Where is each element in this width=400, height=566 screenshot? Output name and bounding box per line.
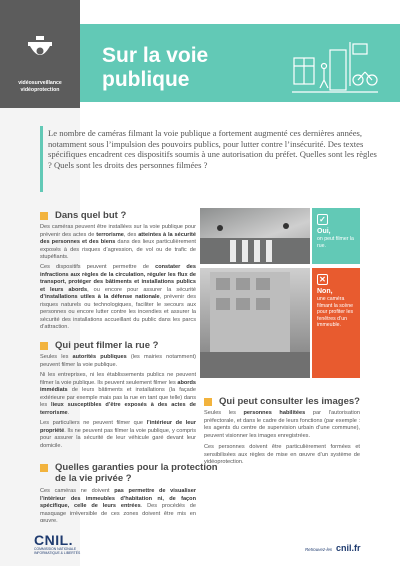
cnil-logo: CNIL. [34, 532, 74, 548]
cnil-logo-subtitle: COMMISSION NATIONALE INFORMATIQUE & LIBERTÉS [34, 547, 81, 555]
section-heading-who-films: Qui peut filmer la rue ? [40, 340, 158, 351]
who-films-paragraph-1: Seules les autorités publiques (les mairies notamment) peuvent filmer la voie publique. [40, 354, 196, 368]
page-title: Sur la voie publique [102, 44, 209, 91]
bullet-square-icon [204, 398, 212, 406]
sidebar-header [0, 0, 80, 108]
bullet-square-icon [40, 464, 48, 472]
who-views-paragraph-2: Ces personnes doivent être particulièrement formées et sensibilisées aux règles de mise en œuvre d’un système de vidéoprotection. [204, 444, 360, 465]
cross-icon: ✕ [317, 274, 328, 285]
no-panel: ✕ Non, une caméra filmant la scène pour profiter les fenêtres d’un immeuble. [312, 268, 360, 378]
sidebar-label: vidéosurveillance vidéoprotection [18, 80, 62, 93]
privacy-paragraph: Ces caméras ne doivent pas permettre de visualiser l’intérieur des immeubles d’habitation ni, de façon spécifique, celle de leurs entrées. Des procédés de masquage irréversible de ces zones doivent être mis en œuvre. [40, 488, 196, 524]
section-heading-who-views: Qui peut consulter les images? [204, 396, 360, 407]
street-scene-icon [290, 38, 380, 98]
purpose-paragraph-2: Ces dispositifs peuvent permettre de constater des infractions aux règles de la circulation, réguler les flux de transport, protéger des bâtiments et installations publics et leurs abords, ou encore pour assurer la sécurité d’installations utiles à la défense nationale, prévenir des risques naturels ou technologiques, faciliter le secours aux personnes ou encore lutter contre les incendies et assurer la sécurité des installations accueillant du public dans les parcs d’attraction. [40, 264, 196, 330]
who-films-paragraph-2: Ni les entreprises, ni les établissements publics ne peuvent filmer la voie publique. Ils peuvent seulement filmer les abords immédiats de leurs bâtiments et installations (la façade extérieure par exemple mais pas la rue en tant que telle) dans les lieux susceptibles d’être exposés à des actes de terrorisme. [40, 372, 196, 416]
purpose-paragraph-1: Des caméras peuvent être installées sur la voie publique pour prévenir des actes de terrorisme, des atteintes à la sécurité des personnes et des biens dans des lieux particulièrement exposés à des risques d’agression, de vol ou de trafic de stupéfiants. [40, 224, 196, 260]
bullet-square-icon [40, 212, 48, 220]
footer-site-link[interactable]: cnil.fr [336, 543, 361, 553]
photo-building-facade [200, 268, 310, 378]
who-views-paragraph-1: Seules les personnes habilitées par l’autorisation préfectorale, et dans le cadre de leurs fonctions (par exemple : les agents du centre de supervision urbain d’une commune), peuvent visionner les images enregistrées. [204, 410, 360, 439]
bullet-square-icon [40, 342, 48, 350]
yes-panel: ✓ Oui, on peut filmer la rue. [312, 208, 360, 264]
who-films-paragraph-3: Les particuliers ne peuvent filmer que l’intérieur de leur propriété. Ils ne peuvent pas filmer la voie publique, y compris pour assurer la sécurité de leur véhicule garé devant leur domicile. [40, 420, 196, 449]
section-heading-privacy: Quelles garanties pour la protection de la vie privée ? [40, 462, 218, 484]
section-heading-purpose: Dans quel but ? [40, 210, 126, 221]
photo-street-crossing [200, 208, 310, 264]
intro-text: Le nombre de caméras filmant la voie publique a fortement augmenté ces dernières années, notamment sous l’impulsion des pouvoirs publics, pour lutter contre l’insécurité. Des textes spécifiques encadrent ces dispositifs soumis à une autorisation du préfet. Quelles sont les règles ? Quels sont les droits des personnes filmées ? [48, 128, 377, 170]
cctv-camera-icon [22, 34, 58, 70]
footer-note: Retrouvez-les [305, 547, 333, 552]
header-banner [80, 24, 400, 102]
check-icon: ✓ [317, 214, 328, 225]
intro-accent-bar [40, 126, 43, 192]
